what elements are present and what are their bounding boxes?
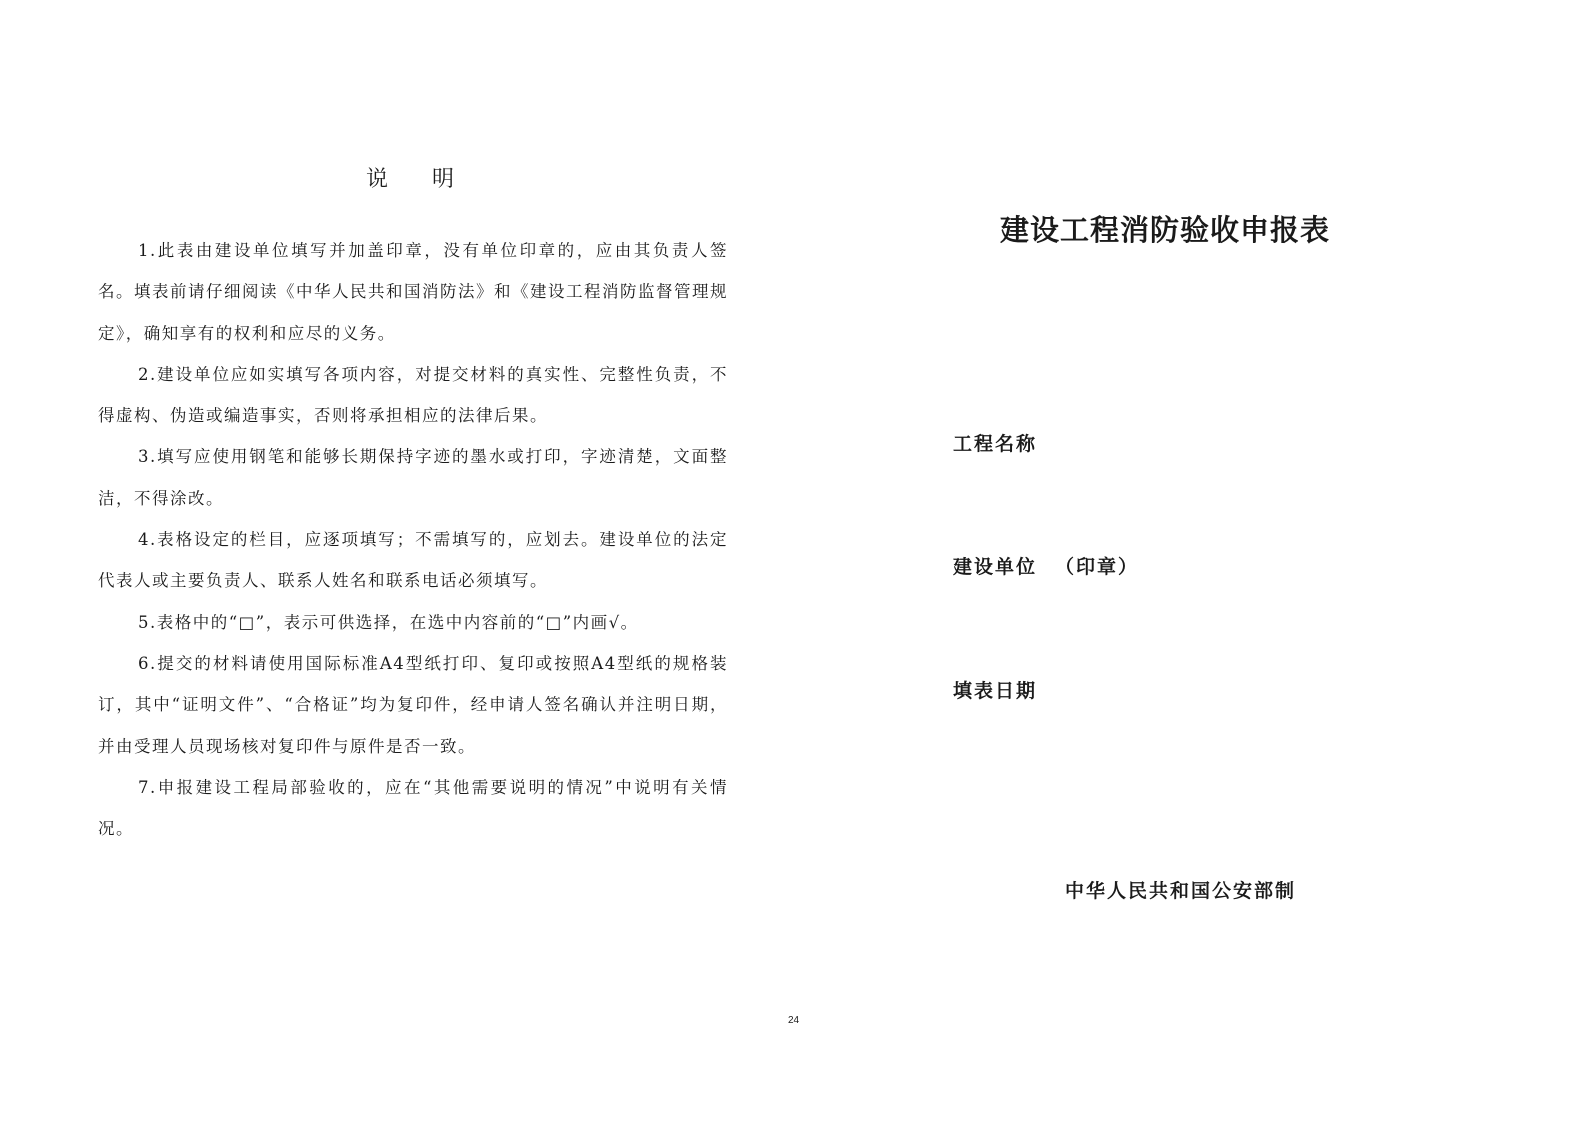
- issuer-text: 中华人民共和国公安部制: [1065, 880, 1297, 902]
- builder-field: [953, 553, 1139, 581]
- instruction-item: 2.建设单位应如实填写各项内容，对提交材料的真实性、完整性负责，不得虚构、伪造或编造事实，否则将承担相应的法律后果。: [98, 364, 728, 426]
- instructions-title: 说明: [365, 167, 498, 192]
- instruction-item: 3.填写应使用钢笔和能够长期保持字迹的墨水或打印，字迹清楚，文面整洁，不得涂改。: [98, 447, 728, 508]
- builder-label: 建设单位: [953, 556, 1038, 578]
- fill-date-label: 填表日期: [953, 680, 1038, 702]
- instruction-item: 7.申报建设工程局部验收的，应在“其他需要说明的情况”中说明有关情况。: [98, 777, 728, 839]
- project-name-label: 工程名称: [953, 433, 1038, 455]
- instruction-item: 1.此表由建设单位填写并加盖印章，没有单位印章的，应由其负责人签名。填表前请仔细阅读《中华人民共和国消防法》和《建设工程消防监督管理规定》，确知享有的权利和应尽的义务。: [98, 241, 728, 343]
- form-title: 建设工程消防验收申报表: [999, 213, 1330, 247]
- instructions-panel: [0, 0, 800, 1000]
- instruction-item: 4.表格设定的栏目，应逐项填写；不需填写的，应划去。建设单位的法定代表人或主要负责人、联系人姓名和联系电话必须填写。: [98, 530, 728, 591]
- instructions-list: [98, 230, 728, 849]
- project-name-field: [953, 430, 1037, 458]
- form-cover-panel: [800, 0, 1587, 1000]
- page-number: 24: [787, 1015, 800, 1026]
- instruction-item: 5.表格中的“□”，表示可供选择，在选中内容前的“□”内画√。: [138, 612, 639, 632]
- fill-date-field: [953, 677, 1037, 705]
- instruction-item: 6.提交的材料请使用国际标准A4型纸打印、复印或按照A4型纸的规格装订，其中“证明文件”、“合格证”均为复印件，经申请人签名确认并注明日期，并由受理人员现场核对复印件与原件是否一致。: [98, 653, 728, 756]
- seal-label: （印章）: [1055, 556, 1140, 578]
